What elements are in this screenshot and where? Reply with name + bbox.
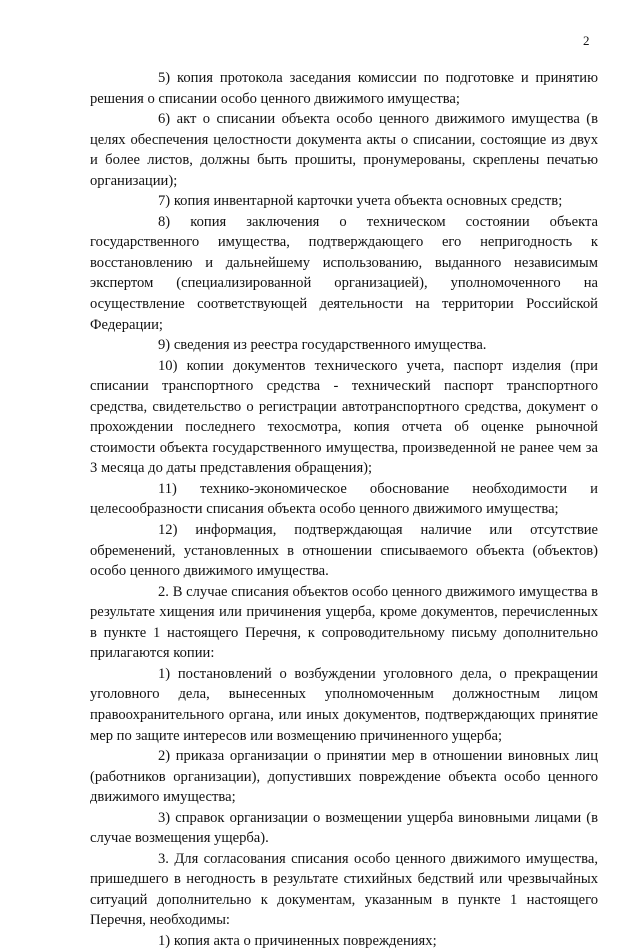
item-number: 11) xyxy=(158,480,177,497)
item-number: 1) xyxy=(158,932,171,949)
item-text: копия инвентарной карточки учета объекта основных средств; xyxy=(173,193,563,210)
item-number: 1) xyxy=(158,665,171,682)
item-number: 7) xyxy=(158,193,171,210)
item-text: информация, подтверждающая наличие или отсутствие обременений, установленных в отношении списываемого объекта (объектов) особо ценного движимого имущества. xyxy=(90,522,599,580)
list-item xyxy=(90,191,598,212)
item-text: сведения из реестра государственного имущества. xyxy=(173,337,487,354)
section-text: В случае списания объектов особо ценного движимого имущества в результате хищения или причинения ущерба, кроме документов, перечисленных в пункте 1 настоящего Перечня, к сопроводительному письму дополнительно прилагаются копии: xyxy=(90,583,598,662)
item-number: 2) xyxy=(158,748,171,765)
item-text: копии документов технического учета, паспорт изделия (при списании транспортного средства - технический паспорт транспортного средства, свидетельство о регистрации автотранспортного средства, документ о прохождении последнего техосмотра, копия отчета об оценке рыночной стоимости объекта государственного имущества, произведенной не ранее чем за 3 месяца до даты представления обращения); xyxy=(90,357,598,477)
section-item xyxy=(90,582,598,664)
item-number: 12) xyxy=(158,522,178,539)
list-item xyxy=(90,808,598,849)
list-item xyxy=(90,931,598,952)
item-number: 10) xyxy=(158,357,178,374)
item-number: 9) xyxy=(158,337,171,354)
section-number: 3. xyxy=(158,850,169,867)
item-text: постановлений о возбуждении уголовного дела, о прекращении уголовного дела, вынесенных уполномоченным должностным лицом правоохранительного органа, или иных документов, подтверждающих принятие мер по защите интересов или возмещению причиненного ущерба; xyxy=(90,665,598,744)
item-number: 6) xyxy=(158,111,171,128)
list-item xyxy=(90,335,598,356)
list-item xyxy=(90,746,598,808)
item-text: технико-экономическое обоснование необходимости и целесообразности списания объекта особо ценного движимого имущества; xyxy=(90,480,598,518)
item-text: копия протокола заседания комиссии по подготовке и принятию решения о списании особо ценного движимого имущества; xyxy=(90,70,598,107)
section-text: Для согласования списания особо ценного движимого имущества, пришедшего в негодность в результате стихийных бедствий или чрезвычайных ситуаций дополнительно к документам, указанным в пункте 1 настоящего Перечня, необходимы: xyxy=(90,850,598,929)
document-body xyxy=(90,68,598,952)
item-number: 8) xyxy=(158,213,171,230)
item-number: 3) xyxy=(158,809,171,826)
list-item xyxy=(90,212,598,335)
item-text: копия акта о причиненных повреждениях; xyxy=(173,932,437,949)
item-text: приказа организации о принятии мер в отношении виновных лиц (работников организации), допустивших повреждение объекта особо ценного движимого имущества; xyxy=(90,748,599,806)
list-item xyxy=(90,479,598,520)
page-number: 2 xyxy=(583,33,590,48)
section-item xyxy=(90,849,598,931)
list-item xyxy=(90,664,598,746)
item-text: акт о списании объекта особо ценного движимого имущества (в целях обеспечения целостности документа акты о списании, состоящие из двух и более листов, должны быть прошиты, пронумерованы, скреплены печатью организации); xyxy=(90,111,598,189)
item-text: справок организации о возмещении ущерба виновными лицами (в случае возмещения ущерба). xyxy=(90,809,598,847)
list-item xyxy=(90,68,598,109)
section-number: 2. xyxy=(158,583,169,600)
list-item xyxy=(90,356,598,479)
item-number: 5) xyxy=(158,70,171,86)
list-item xyxy=(90,109,598,191)
item-text: копия заключения о техническом состоянии объекта государственного имущества, подтверждающего его непригодность к восстановлению и дальнейшему использованию, выданного независимым экспертом (специализированной организацией), уполномоченного на осуществление соответствующей деятельности на территории Российской Федерации; xyxy=(90,213,598,333)
list-item xyxy=(90,520,598,582)
